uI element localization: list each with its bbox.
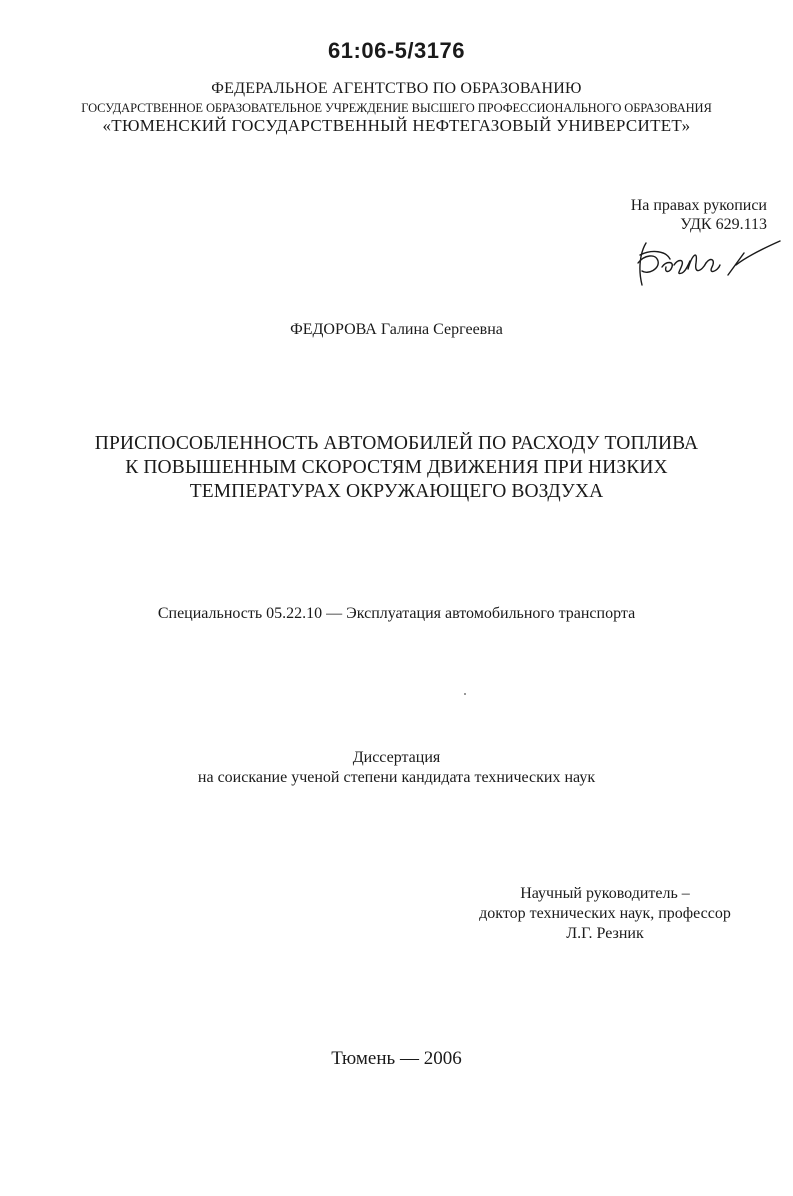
supervisor-credentials: доктор технических наук, профессор — [479, 905, 731, 922]
specialty: Специальность 05.22.10 — Эксплуатация автомобильного транспорта — [157, 605, 636, 622]
dissertation-title — [0, 432, 793, 504]
dissertation-block — [0, 748, 793, 788]
institution-heading: ГОСУДАРСТВЕННОЕ ОБРАЗОВАТЕЛЬНОЕ УЧРЕЖДЕНИЕ ВЫСШЕГО ПРОФЕССИОНАЛЬНОГО ОБРАЗОВАНИЯ — [81, 101, 712, 115]
udc-code: УДК 629.113 — [680, 216, 767, 233]
title-line: ТЕМПЕРАТУРАХ ОКРУЖАЮЩЕГО ВОЗДУХА — [189, 481, 604, 502]
agency-heading: ФЕДЕРАЛЬНОЕ АГЕНТСТВО ПО ОБРАЗОВАНИЮ — [211, 80, 582, 97]
degree-sought: на соискание ученой степени кандидата технических наук — [197, 769, 596, 786]
title-line: К ПОВЫШЕННЫМ СКОРОСТЯМ ДВИЖЕНИЯ ПРИ НИЗКИХ — [125, 457, 668, 478]
city-year: Тюмень — 2006 — [331, 1048, 462, 1069]
archive-code: 61:06-5/3176 — [328, 38, 465, 63]
supervisor-role: Научный руководитель – — [520, 885, 690, 902]
author-name: ФЕДОРОВА Галина Сергеевна — [290, 321, 503, 338]
handwritten-signature — [632, 235, 782, 295]
supervisor-name: Л.Г. Резник — [566, 925, 644, 942]
university-heading: «ТЮМЕНСКИЙ ГОСУДАРСТВЕННЫЙ НЕФТЕГАЗОВЫЙ УНИВЕРСИТЕТ» — [102, 116, 691, 135]
manuscript-rights: На правах рукописи — [630, 197, 767, 214]
title-line: ПРИСПОСОБЛЕННОСТЬ АВТОМОБИЛЕЙ ПО РАСХОДУ ТОПЛИВА — [94, 433, 699, 454]
dissertation-type: Диссертация — [352, 749, 441, 766]
scan-speck — [464, 693, 466, 695]
supervisor-block — [470, 884, 740, 944]
